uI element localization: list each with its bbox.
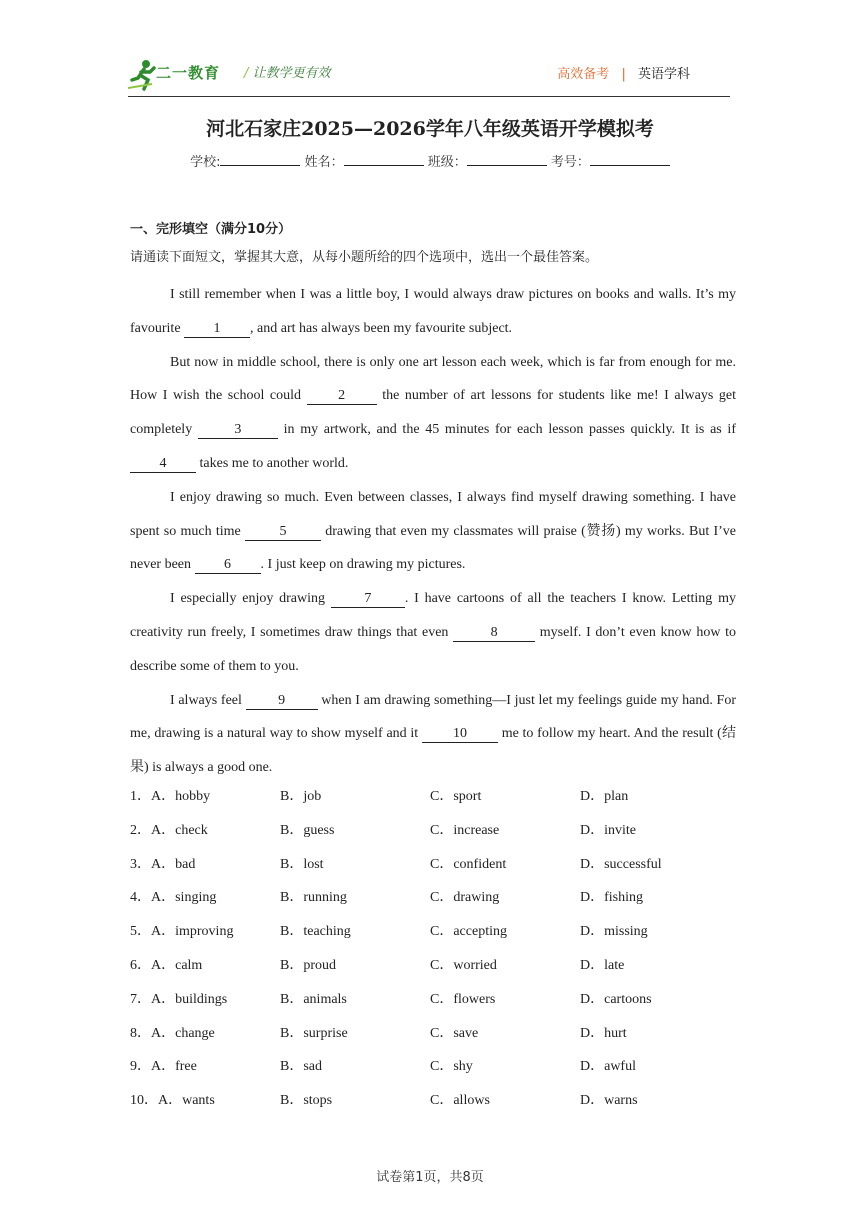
paragraph-1 bbox=[130, 278, 736, 346]
header-tag-efficient: 高效备考 bbox=[557, 67, 610, 82]
text-segment: . I just keep on drawing my pictures. bbox=[260, 557, 466, 573]
header-right bbox=[557, 63, 690, 82]
option-3-c[interactable]: C．confident bbox=[430, 856, 507, 872]
option-1-a[interactable]: 1．A．hobby bbox=[130, 789, 211, 804]
blank-2: 2 bbox=[307, 388, 377, 405]
text-segment: drawing that even my classmates will praise (赞扬) my works. But I’ve never been bbox=[130, 523, 736, 573]
option-6-a[interactable]: 6．A．calm bbox=[130, 957, 203, 973]
option-row-9 bbox=[130, 1056, 736, 1090]
option-row-1 bbox=[130, 786, 736, 820]
option-6-d[interactable]: D．late bbox=[580, 957, 625, 973]
slogan: / 让教学更有效 bbox=[244, 66, 331, 81]
blank-4: 4 bbox=[130, 456, 196, 473]
option-row-10 bbox=[130, 1090, 736, 1124]
paragraph-4 bbox=[130, 582, 736, 683]
option-7-c[interactable]: C．flowers bbox=[430, 991, 496, 1007]
student-info bbox=[0, 151, 860, 170]
option-4-c[interactable]: C．drawing bbox=[430, 890, 500, 906]
option-4-a[interactable]: 4．A．singing bbox=[130, 890, 217, 906]
paragraph-3 bbox=[130, 481, 736, 582]
header-subject: 英语学科 bbox=[637, 67, 690, 82]
blank-6: 6 bbox=[195, 557, 261, 574]
paragraph-2 bbox=[130, 346, 736, 481]
option-3-b[interactable]: B．lost bbox=[280, 856, 324, 872]
option-1-c[interactable]: C．sport bbox=[430, 789, 482, 804]
class-label: 班级： bbox=[427, 155, 467, 170]
blank-3: 3 bbox=[198, 422, 278, 439]
name-field[interactable] bbox=[344, 153, 424, 166]
logo-text: 二一教育 bbox=[156, 64, 221, 82]
section-heading: 一、完形填空（满分10分） bbox=[130, 222, 292, 237]
text-segment: myself. I don’t even know how to describe some of them to you. bbox=[130, 624, 737, 674]
option-2-c[interactable]: C．increase bbox=[430, 822, 500, 838]
option-4-d[interactable]: D．fishing bbox=[580, 890, 643, 906]
blank-1: 1 bbox=[184, 321, 250, 338]
option-row-4 bbox=[130, 887, 736, 921]
exam-no-field[interactable] bbox=[590, 153, 670, 166]
page-title: 河北石家庄2025—2026学年八年级英语开学模拟考 bbox=[206, 118, 654, 140]
exam-no-label: 考号： bbox=[550, 155, 590, 170]
cloze-passage bbox=[130, 278, 736, 785]
option-3-d[interactable]: D．successful bbox=[580, 856, 662, 872]
option-5-d[interactable]: D．missing bbox=[580, 924, 648, 940]
answer-options bbox=[130, 786, 736, 1124]
blank-10: 10 bbox=[422, 726, 498, 743]
logo bbox=[128, 58, 238, 92]
text-segment: I always feel bbox=[170, 692, 246, 708]
option-10-d[interactable]: D．warns bbox=[580, 1093, 638, 1109]
text-segment: , and art has always been my favourite subject. bbox=[250, 320, 513, 336]
option-8-b[interactable]: B．surprise bbox=[280, 1025, 348, 1041]
text-segment: me to follow my heart. And the result (结果) is always a good one. bbox=[130, 726, 736, 776]
name-label: 姓名： bbox=[304, 155, 344, 170]
text-segment: the number of art lessons for students like me! I always get completely bbox=[130, 388, 736, 438]
runner-logo-icon bbox=[128, 58, 158, 92]
slogan-text: 让教学更有效 bbox=[252, 66, 331, 81]
option-row-8 bbox=[130, 1023, 736, 1057]
option-5-c[interactable]: C．accepting bbox=[430, 924, 507, 940]
blank-9: 9 bbox=[246, 693, 318, 710]
option-1-d[interactable]: D．plan bbox=[580, 789, 629, 804]
page-footer: 试卷第1页，共8页 bbox=[376, 1170, 484, 1185]
school-label: 学校: bbox=[190, 155, 221, 170]
option-6-b[interactable]: B．proud bbox=[280, 957, 336, 973]
option-8-c[interactable]: C．save bbox=[430, 1025, 479, 1041]
option-row-5 bbox=[130, 921, 736, 955]
class-field[interactable] bbox=[467, 153, 547, 166]
header-separator: | bbox=[621, 67, 626, 82]
option-9-d[interactable]: D．awful bbox=[580, 1059, 636, 1075]
option-row-6 bbox=[130, 955, 736, 989]
text-segment: I especially enjoy drawing bbox=[170, 591, 331, 607]
option-3-a[interactable]: 3．A．bad bbox=[130, 856, 196, 872]
option-8-a[interactable]: 8．A．change bbox=[130, 1025, 215, 1041]
blank-5: 5 bbox=[245, 524, 321, 541]
paragraph-5 bbox=[130, 684, 736, 785]
text-segment: when I am drawing something—I just let my feelings guide my hand. For me, drawing is a natural way to show myself and it bbox=[130, 692, 736, 742]
text-segment: in my artwork, and the 45 minutes for each lesson passes quickly. It is as if bbox=[277, 422, 736, 438]
option-7-b[interactable]: B．animals bbox=[280, 991, 347, 1007]
option-6-c[interactable]: C．worried bbox=[430, 957, 497, 973]
blank-7: 7 bbox=[331, 591, 405, 608]
option-10-a[interactable]: 10．A．wants bbox=[130, 1093, 215, 1109]
option-1-b[interactable]: B．job bbox=[280, 789, 322, 804]
option-5-b[interactable]: B．teaching bbox=[280, 924, 351, 940]
header-divider bbox=[128, 96, 730, 97]
option-row-3 bbox=[130, 854, 736, 888]
text-segment: . I have cartoons of all the teachers I know. Letting my creativity run freely, I sometimes draw things that even bbox=[130, 591, 736, 640]
option-10-c[interactable]: C．allows bbox=[430, 1093, 490, 1109]
option-row-7 bbox=[130, 989, 736, 1023]
option-10-b[interactable]: B．stops bbox=[280, 1093, 333, 1109]
option-4-b[interactable]: B．running bbox=[280, 890, 347, 906]
option-9-a[interactable]: 9．A．free bbox=[130, 1059, 197, 1075]
option-2-d[interactable]: D．invite bbox=[580, 822, 636, 838]
page-header bbox=[128, 56, 730, 98]
option-9-c[interactable]: C．shy bbox=[430, 1059, 473, 1075]
option-7-d[interactable]: D．cartoons bbox=[580, 991, 652, 1007]
option-2-a[interactable]: 2．A．check bbox=[130, 822, 208, 838]
text-segment: I still remember when I was a little boy, I would always draw pictures on books and walls. It’s my favourite bbox=[130, 287, 736, 336]
text-segment: But now in middle school, there is only one art lesson each week, which is far from enough for me. How I wish the school could bbox=[130, 354, 736, 404]
option-row-2 bbox=[130, 820, 736, 854]
option-2-b[interactable]: B．guess bbox=[280, 822, 335, 838]
text-segment: I enjoy drawing so much. Even between classes, I always find myself drawing something. I have spent so much time bbox=[130, 489, 736, 539]
section-instruction: 请通读下面短文，掌握其大意，从每小题所给的四个选项中，选出一个最佳答案。 bbox=[130, 250, 599, 265]
blank-8: 8 bbox=[453, 625, 535, 642]
school-field[interactable] bbox=[220, 153, 300, 166]
option-9-b[interactable]: B．sad bbox=[280, 1059, 322, 1075]
text-segment: takes me to another world. bbox=[196, 455, 349, 471]
option-8-d[interactable]: D．hurt bbox=[580, 1025, 627, 1041]
option-7-a[interactable]: 7．A．buildings bbox=[130, 991, 228, 1007]
option-5-a[interactable]: 5．A．improving bbox=[130, 924, 234, 940]
